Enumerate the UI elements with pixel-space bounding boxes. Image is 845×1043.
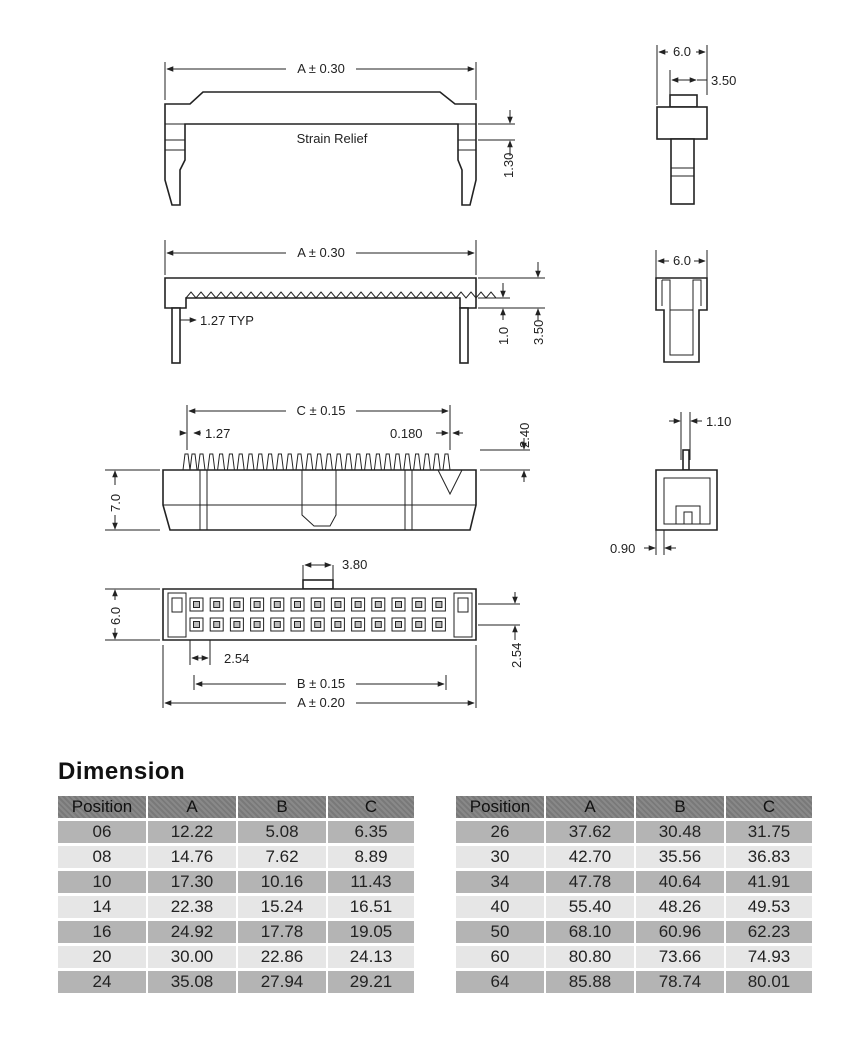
cell-b: 40.64	[636, 871, 724, 893]
dimension-title: Dimension	[58, 758, 186, 785]
cell-a: 14.76	[148, 846, 236, 868]
contact-tooth	[433, 454, 440, 470]
cell-a: 47.78	[546, 871, 634, 893]
side-pitch: 1.27 TYP	[200, 313, 254, 328]
cell-b: 48.26	[636, 896, 724, 918]
pin-contact	[295, 622, 301, 628]
end-view-bottom	[610, 412, 731, 556]
top-dim-a: A ± 0.30	[297, 61, 345, 76]
cell-position: 64	[456, 971, 544, 993]
cell-position: 14	[58, 896, 146, 918]
pin-contact	[254, 602, 260, 608]
table-row	[456, 821, 812, 843]
cell-c: 41.91	[726, 871, 812, 893]
cell-b: 27.94	[238, 971, 326, 993]
bottom-dim-380: 3.80	[342, 557, 368, 572]
header-c: C	[328, 796, 414, 818]
side-dim-350: 3.50	[531, 319, 546, 345]
contact-tooth	[306, 454, 313, 470]
pin-contact	[214, 622, 220, 628]
cell-a: 42.70	[546, 846, 634, 868]
dimension-table-left	[56, 793, 416, 996]
pin-contact	[274, 602, 280, 608]
table-row	[456, 921, 812, 943]
front-dim-c: C ± 0.15	[296, 403, 346, 418]
contact-tooth	[237, 454, 244, 470]
contact-tooth	[355, 454, 362, 470]
end-bottom-dim-110: 1.10	[706, 414, 732, 429]
front-view	[105, 403, 532, 530]
contact-tooth	[404, 454, 411, 470]
cell-c: 19.05	[328, 921, 414, 943]
contact-tooth	[296, 454, 303, 470]
cell-position: 20	[58, 946, 146, 968]
cell-position: 50	[456, 921, 544, 943]
table-row	[58, 846, 414, 868]
contact-tooth	[208, 454, 215, 470]
cell-b: 78.74	[636, 971, 724, 993]
cell-b: 60.96	[636, 921, 724, 943]
header-b: B	[238, 796, 326, 818]
table-row	[456, 871, 812, 893]
cell-b: 22.86	[238, 946, 326, 968]
cell-c: 16.51	[328, 896, 414, 918]
pin-contact	[355, 622, 361, 628]
pin-contact	[436, 622, 442, 628]
end-view-mid	[656, 250, 707, 362]
cell-c: 6.35	[328, 821, 414, 843]
cell-position: 06	[58, 821, 146, 843]
table-row	[58, 921, 414, 943]
table-row	[456, 846, 812, 868]
cell-b: 17.78	[238, 921, 326, 943]
cell-a: 55.40	[546, 896, 634, 918]
cell-a: 37.62	[546, 821, 634, 843]
table-row	[58, 971, 414, 993]
cell-c: 49.53	[726, 896, 812, 918]
table-row	[58, 946, 414, 968]
contact-tooth	[325, 454, 332, 470]
header-a: A	[148, 796, 236, 818]
contact-tooth	[218, 454, 225, 470]
pin-contact	[375, 622, 381, 628]
end-bottom-dim-090: 0.90	[610, 541, 636, 556]
cell-c: 80.01	[726, 971, 812, 993]
contact-tooth	[247, 454, 254, 470]
contact-tooth	[286, 454, 293, 470]
table-row	[58, 896, 414, 918]
side-dim-10: 1.0	[496, 326, 511, 345]
top-view	[165, 61, 516, 205]
cell-a: 17.30	[148, 871, 236, 893]
pin-contact	[274, 622, 280, 628]
cell-c: 29.21	[328, 971, 414, 993]
pin-contact	[396, 622, 402, 628]
header-a: A	[546, 796, 634, 818]
cell-b: 7.62	[238, 846, 326, 868]
front-dim-0180: 0.180	[390, 426, 423, 441]
cell-position: 40	[456, 896, 544, 918]
cell-position: 60	[456, 946, 544, 968]
table-row	[58, 821, 414, 843]
pin-contact	[234, 602, 240, 608]
pin-contact	[335, 602, 341, 608]
header-b: B	[636, 796, 724, 818]
cell-position: 26	[456, 821, 544, 843]
contact-tooth	[267, 454, 274, 470]
bottom-dim-b: B ± 0.15	[296, 676, 346, 691]
table-row	[456, 946, 812, 968]
bottom-dim-a: A ± 0.20	[297, 695, 345, 710]
contact-tooth	[374, 454, 381, 470]
contact-tooth	[316, 454, 323, 470]
side-view	[165, 240, 546, 363]
cell-position: 34	[456, 871, 544, 893]
cell-a: 12.22	[148, 821, 236, 843]
cell-c: 62.23	[726, 921, 812, 943]
pin-contact	[214, 602, 220, 608]
contact-tooth	[365, 454, 372, 470]
pin-contact	[416, 602, 422, 608]
pin-contact	[315, 602, 321, 608]
pin-contact	[315, 622, 321, 628]
cell-b: 73.66	[636, 946, 724, 968]
cell-c: 36.83	[726, 846, 812, 868]
cell-b: 15.24	[238, 896, 326, 918]
table-header-row	[58, 796, 414, 818]
end-mid-dim-60: 6.0	[672, 253, 692, 268]
bottom-pitch: 2.54	[224, 651, 250, 666]
dimension-table-right	[454, 793, 814, 996]
cell-a: 68.10	[546, 921, 634, 943]
cell-c: 11.43	[328, 871, 414, 893]
end-top-dim-60: 6.0	[672, 44, 692, 59]
pin-contact	[335, 622, 341, 628]
cell-a: 80.80	[546, 946, 634, 968]
cell-b: 30.48	[636, 821, 724, 843]
header-position: Position	[456, 796, 544, 818]
cell-c: 74.93	[726, 946, 812, 968]
cell-c: 31.75	[726, 821, 812, 843]
contact-tooth	[345, 454, 352, 470]
cell-position: 10	[58, 871, 146, 893]
pin-contact	[416, 622, 422, 628]
cell-c: 8.89	[328, 846, 414, 868]
cell-b: 35.56	[636, 846, 724, 868]
bottom-view	[105, 557, 524, 710]
pin-contact	[396, 602, 402, 608]
contact-tooth	[443, 454, 450, 470]
cell-position: 16	[58, 921, 146, 943]
cell-position: 24	[58, 971, 146, 993]
contact-tooth	[394, 454, 401, 470]
pin-contact	[234, 622, 240, 628]
bottom-row-pitch: 2.54	[509, 642, 524, 668]
front-dim-70: 7.0	[108, 493, 123, 512]
end-view-top	[657, 44, 736, 204]
top-dim-130: 1.30	[501, 152, 516, 178]
pin-contact	[436, 602, 442, 608]
contact-tooth	[335, 454, 342, 470]
contact-tooth	[257, 454, 264, 470]
header-c: C	[726, 796, 812, 818]
table-row	[58, 871, 414, 893]
front-pitch: 1.27	[205, 426, 231, 441]
contact-tooth	[227, 454, 234, 470]
table-header-row	[456, 796, 812, 818]
cell-position: 08	[58, 846, 146, 868]
cell-b: 10.16	[238, 871, 326, 893]
cell-a: 22.38	[148, 896, 236, 918]
contact-tooth	[198, 454, 205, 470]
header-position: Position	[58, 796, 146, 818]
table-row	[456, 896, 812, 918]
bottom-dim-60: 6.0	[108, 606, 123, 625]
cell-a: 35.08	[148, 971, 236, 993]
end-top-dim-350: 3.50	[711, 73, 737, 88]
table-row	[456, 971, 812, 993]
pin-contact	[375, 602, 381, 608]
cell-c: 24.13	[328, 946, 414, 968]
cell-position: 30	[456, 846, 544, 868]
cell-b: 5.08	[238, 821, 326, 843]
pin-contact	[194, 622, 200, 628]
pin-contact	[194, 602, 200, 608]
contact-tooth	[384, 454, 391, 470]
pin-contact	[254, 622, 260, 628]
strain-relief-label: Strain Relief	[296, 131, 368, 146]
contact-tooth	[276, 454, 283, 470]
contact-tooth	[414, 454, 421, 470]
cell-a: 30.00	[148, 946, 236, 968]
contact-tooth	[423, 454, 430, 470]
front-dim-240: 2.40	[517, 422, 532, 448]
cell-a: 85.88	[546, 971, 634, 993]
cell-a: 24.92	[148, 921, 236, 943]
side-dim-a: A ± 0.30	[297, 245, 345, 260]
pin-contact	[355, 602, 361, 608]
pin-contact	[295, 602, 301, 608]
